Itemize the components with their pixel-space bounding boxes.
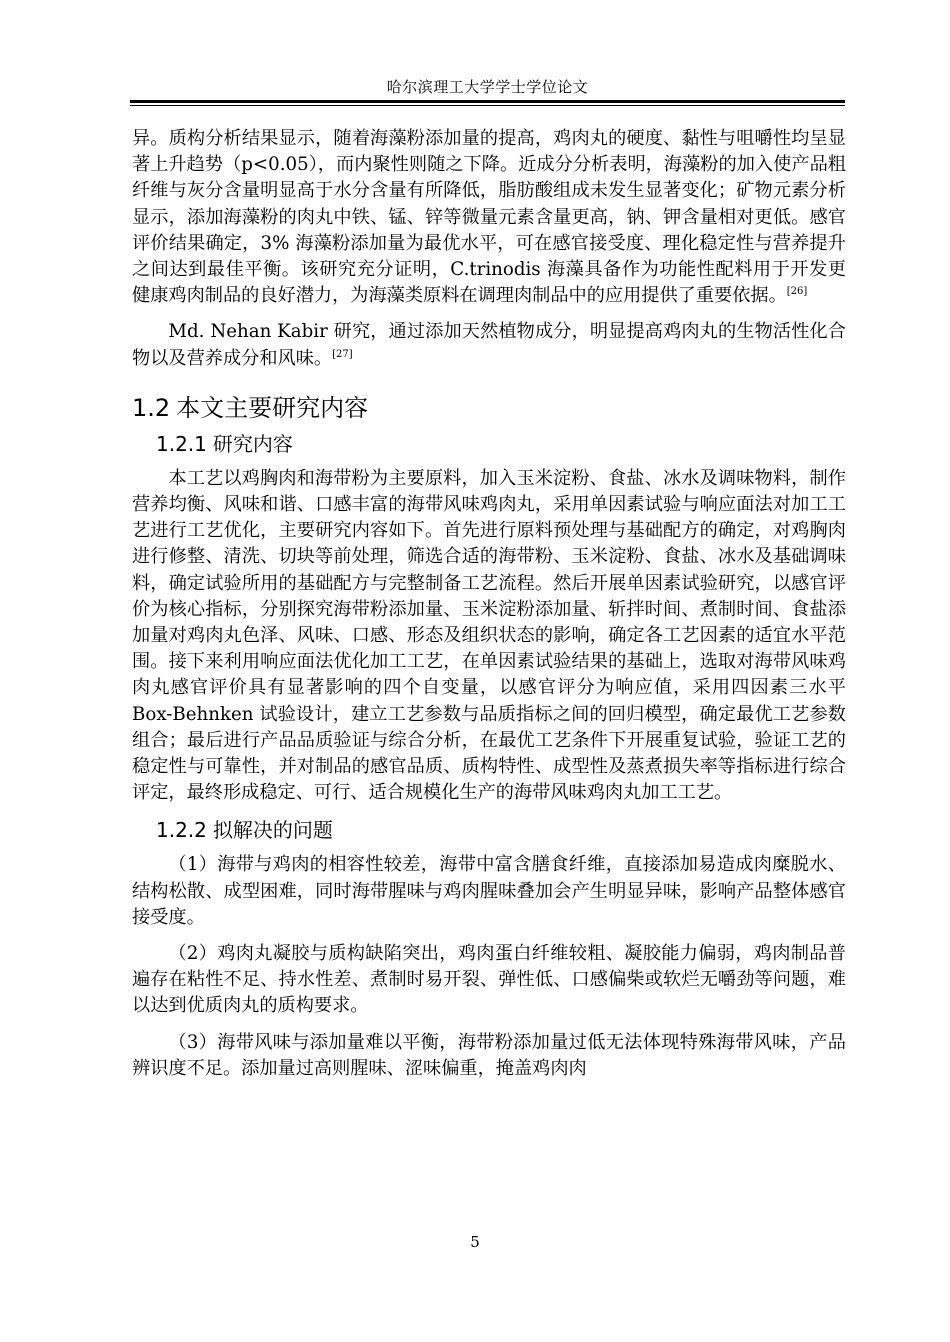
- body-text: [132, 126, 846, 1082]
- citation-27: [27]: [332, 348, 353, 360]
- paragraph-continued: 异。质构分析结果显示，随着海藻粉添加量的提高，鸡肉丸的硬度、黏性与咀嚼性均呈显著上升趋势（p<0.05），而内聚性则随之下降。近成分分析表明，海藻粉的加入使产品粗纤维与灰分含量明显高于水分含量有所降低，脂肪酸组成未发生显著变化；矿物元素分析显示，添加海藻粉的肉丸中铁、锰、锌等微量元素含量更高，钠、钾含量相对更低。感官评价结果确定，3% 海藻粉添加量为最优水平，可在感官接受度、理化稳定性与营养提升之间达到最佳平衡。该研究充分证明，C.trinodis 海藻具备作为功能性配料用于开发更健康鸡肉制品的良好潜力，为海藻类原料在调理肉制品中的应用提供了重要依据。[26]: [132, 128, 846, 307]
- section-title: 本文主要研究内容: [176, 393, 369, 422]
- header-rule-thin: [130, 105, 845, 106]
- subsection-number-2: 1.2.2: [156, 818, 207, 843]
- citation-26: [26]: [786, 286, 808, 298]
- subsection-number-1: 1.2.1: [156, 431, 207, 456]
- paragraph-research-content: 本工艺以鸡胸肉和海带粉为主要原料，加入玉米淀粉、食盐、冰水及调味物料，制作营养均衡、风味和谐、口感丰富的海带风味鸡肉丸，采用单因素试验与响应面法对加工工艺进行工艺优化，主要研究内容如下。首先进行原料预处理与基础配方的确定，对鸡胸肉进行修整、清洗、切块等前处理，筛选合适的海带粉、玉米淀粉、食盐、冰水及基础调味料，确定试验所用的基础配方与完整制备工艺流程。然后开展单因素试验研究，以感官评价为核心指标，分别探究海带粉添加量、玉米淀粉添加量、斩拌时间、煮制时间、食盐添加量对鸡肉丸色泽、风味、口感、形态及组织状态的影响，确定各工艺因素的适宜水平范围。接下来利用响应面法优化加工工艺，在单因素试验结果的基础上，选取对海带风味鸡肉丸感官评价具有显著影响的四个自变量，以感官评分为响应值，采用四因素三水平 Box-Behnken 试验设计，建立工艺参数与品质指标之间的回归模型，确定最优工艺参数组合；最后进行产品品质验证与综合分析，在最优工艺条件下开展重复试验，验证工艺的稳定性与可靠性，并对制品的感官品质、质构特性、成型性及蒸煮损失率等指标进行综合评定，最终形成稳定、可行、适合规模化生产的海带风味鸡肉丸加工工艺。: [132, 467, 846, 804]
- problem-item-3: （3）海带风味与添加量难以平衡，海带粉添加量过低无法体现特殊海带风味，产品辨识度不足。添加量过高则腥味、涩味偏重，掩盖鸡肉肉: [132, 1031, 846, 1079]
- section-number: 1.2: [132, 393, 171, 422]
- subsection-heading-2: [156, 816, 846, 844]
- problem-item-1: （1）海带与鸡肉的相容性较差，海带中富含膳食纤维，直接添加易造成肉糜脱水、结构松散、成型困难，同时海带腥味与鸡肉腥味叠加会产生明显异味，影响产品整体感官接受度。: [132, 854, 846, 928]
- subsection-heading-1: [156, 430, 846, 458]
- section-heading: [132, 392, 846, 424]
- header-rule-thick: [130, 100, 845, 103]
- problem-item-2: （2）鸡肉丸凝胶与质构缺陷突出，鸡肉蛋白纤维较粗、凝胶能力偏弱，鸡肉制品普遍存在粘性不足、持水性差、煮制时易开裂、弹性低、口感偏柴或软烂无嚼劲等问题，难以达到优质肉丸的质构要求。: [132, 943, 846, 1017]
- page-number: 5: [470, 1233, 480, 1251]
- paragraph-kabir: Md. Nehan Kabir 研究，通过添加天然植物成分，明显提高鸡肉丸的生物活性化合物以及营养成分和风味。[27]: [132, 321, 846, 369]
- subsection-title-1: 研究内容: [212, 431, 293, 456]
- running-header: 哈尔滨理工大学学士学位论文: [386, 78, 589, 96]
- subsection-title-2: 拟解决的问题: [212, 818, 333, 843]
